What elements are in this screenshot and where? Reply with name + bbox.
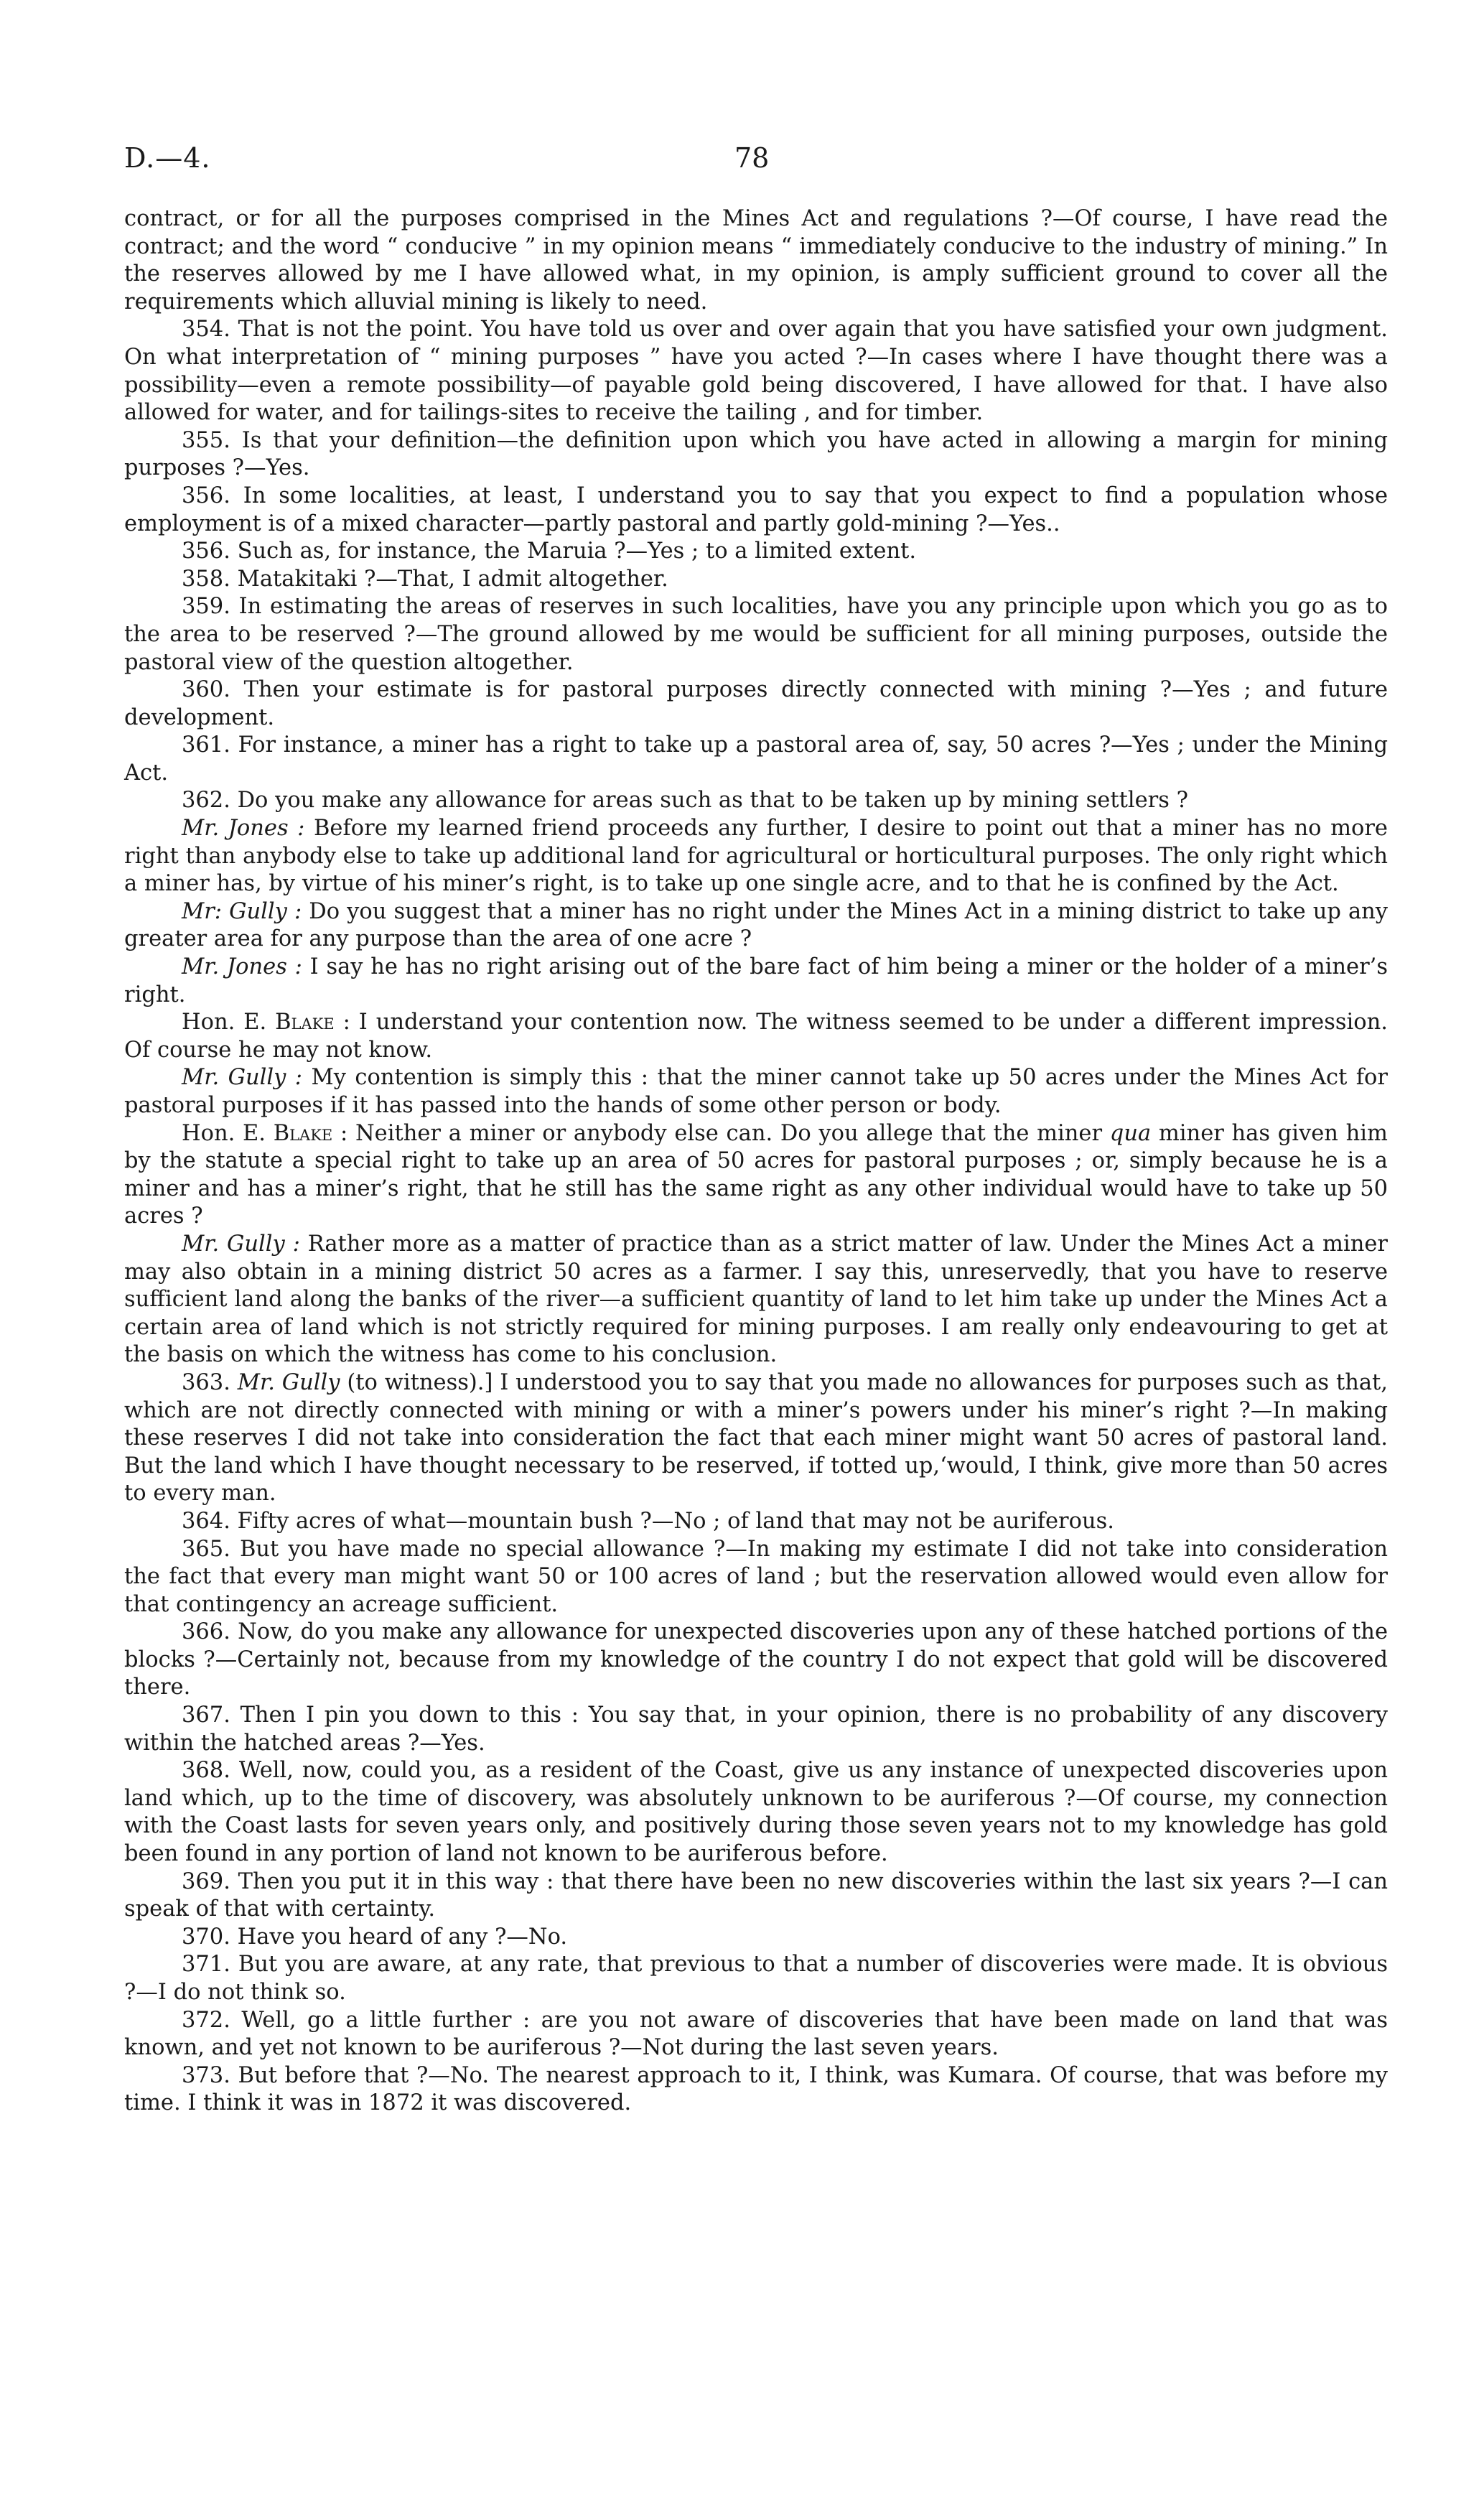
- paragraph: 371. But you are aware, at any rate, that previous to that a number of discoveries were made. It is obvious ?—I do not think so.: [124, 1952, 1388, 2005]
- document-page: [124, 142, 1388, 2118]
- paragraph: 361. For instance, a miner has a right to take up a pastoral area of, say, 50 acres ?—Yes ; under the Mining Act.: [124, 732, 1388, 786]
- speaker-name: Mr. Gully :: [182, 1231, 300, 1257]
- paragraph: 370. Have you heard of any ?—No.: [182, 1924, 568, 1950]
- paragraph: Hon. E. Blake : Neither a miner or anybody else can. Do you allege that the miner qua miner has given him by the statute a special right to take up an area of 50 acres for pastoral purposes ; or, simply because he is a miner and has a miner’s right, that he still has the same right as any other individual would have to take up 50 acres ?: [124, 1120, 1388, 1229]
- paragraph: 365. But you have made no special allowance ?—In making my estimate I did not take into consideration the fact that every man might want 50 or 100 acres of land ; but the reservation allowed would even allow for that contingency an acreage sufficient.: [124, 1536, 1388, 1617]
- paragraph: 358. Matakitaki ?—That, I admit altogether.: [182, 566, 668, 592]
- paragraph: 369. Then you put it in this way : that there have been no new discoveries within the last six years ?—I can speak of that with certainty.: [124, 1868, 1388, 1922]
- paragraph: Mr. Gully : My contention is simply this : that the miner cannot take up 50 acres under the Mines Act for pastoral purposes if it has passed into the hands of some other person or body.: [124, 1065, 1388, 1118]
- paragraph: 368. Well, now, could you, as a resident of the Coast, give us any instance of unexpected discoveries upon land which, up to the time of discovery, was absolutely unknown to be auriferous ?—Of course, my connection with the Coast lasts for seven years only, and positively during those seven years not to my knowledge has gold been found in any portion of land not known to be auriferous before.: [124, 1758, 1388, 1867]
- paragraph: 363. Mr. Gully (to witness).] I understood you to say that you made no allowances for purposes such as that, which are not directly connected with mining or with a miner’s powers under his miner’s right ?—In making these reserves I did not take into consideration the fact that each miner might want 50 acres of pastoral land. But the land which I have thought necessary to be reserved, if totted up,‘would, I think, give more than 50 acres to every man.: [124, 1369, 1388, 1507]
- paragraph: 367. Then I pin you down to this : You say that, in your opinion, there is no probability of any discovery within the hatched areas ?—Yes.: [124, 1703, 1388, 1756]
- paragraph: 355. Is that your definition—the definition upon which you have acted in allowing a margin for mining purposes ?—Yes.: [124, 427, 1388, 481]
- speaker-name: Blake: [273, 1120, 333, 1146]
- paragraph: 356. In some localities, at least, I understand you to say that you expect to find a population whose employment is of a mixed character—partly pastoral and partly gold-mining ?—Yes..: [124, 483, 1388, 536]
- paragraph: 362. Do you make any allowance for areas such as that to be taken up by mining settlers ?: [182, 788, 1188, 814]
- paragraph: 354. That is not the point. You have told us over and over again that you have satisfied your own judgment. On what interpretation of “ mining purposes ” have you acted ?—In cases where I have thought there was a possibility—even a remote possibility—of payable gold being discovered, I have allowed for that. I have also allowed for water, and for tailings-sites to receive the tailing , and for timber.: [124, 317, 1388, 426]
- paragraph: contract, or for all the purposes comprised in the Mines Act and regulations ?—Of course, I have read the contract; and the word “ conducive ” in my opinion means “ immediately conducive to the industry of mining.” In the reserves allowed by me I have allowed what, in my opinion, is amply sufficient ground to cover all the requirements which alluvial mining is likely to need.: [124, 206, 1388, 315]
- paragraph: 373. But before that ?—No. The nearest approach to it, I think, was Kumara. Of course, that was before my time. I think it was in 1872 it was discovered.: [124, 2062, 1388, 2116]
- paragraph: Mr: Gully : Do you suggest that a miner has no right under the Mines Act in a mining district to take up any greater area for any purpose than the area of one acre ?: [124, 898, 1388, 952]
- page-number: 78: [734, 142, 770, 174]
- speaker-name: Mr. Gully :: [182, 1065, 303, 1091]
- speaker-name: Mr. Gully: [237, 1369, 340, 1395]
- speaker-name: Mr. Jones :: [182, 816, 305, 842]
- paragraph: 366. Now, do you make any allowance for unexpected discoveries upon any of these hatched portions of the blocks ?—Certainly not, because from my knowledge of the country I do not expect that gold will be discovered there.: [124, 1619, 1388, 1700]
- speaker-name: Mr: Gully :: [182, 898, 302, 924]
- paragraph: 372. Well, go a little further : are you not aware of discoveries that have been made on land that was known, and yet not known to be auriferous ?—Not during the last seven years.: [124, 2007, 1388, 2061]
- speaker-name: Mr. Jones :: [182, 954, 302, 980]
- emphasis: qua: [1109, 1120, 1152, 1146]
- speaker-name: Blake: [275, 1010, 335, 1035]
- paragraph: 356. Such as, for instance, the Maruia ?—Yes ; to a limited extent.: [182, 539, 917, 564]
- page-header: [124, 142, 1388, 185]
- paragraph: Mr. Jones : Before my learned friend proceeds any further, I desire to point out that a miner has no more right than anybody else to take up additional land for agricultural or horticultural purposes. The only right which a miner has, by virtue of his miner’s right, is to take up one single acre, and to that he is confined by the Act.: [124, 816, 1388, 897]
- paragraph: Hon. E. Blake : I understand your contention now. The witness seemed to be under a different impression. Of course he may not know.: [124, 1010, 1388, 1063]
- transcript-body: [124, 205, 1388, 2118]
- paragraph: 360. Then your estimate is for pastoral purposes directly connected with mining ?—Yes ; and future development.: [124, 677, 1388, 730]
- document-reference: D.—4.: [124, 142, 211, 174]
- paragraph: 359. In estimating the areas of reserves in such localities, have you any principle upon which you go as to the area to be reserved ?—The ground allowed by me would be sufficient for all mining purposes, outside the pastoral view of the question altogether.: [124, 594, 1388, 675]
- paragraph: Mr. Jones : I say he has no right arising out of the bare fact of him being a miner or the holder of a miner’s right.: [124, 954, 1389, 1007]
- paragraph: 364. Fifty acres of what—mountain bush ?—No ; of land that may not be auriferous.: [182, 1508, 1114, 1534]
- paragraph: Mr. Gully : Rather more as a matter of practice than as a strict matter of law. Under the Mines Act a miner may also obtain in a mining district 50 acres as a farmer. I say this, unreservedly, that you have to reserve sufficient land along the banks of the river—a sufficient quantity of land to let him take up under the Mines Act a certain area of land which is not strictly required for mining purposes. I am really only endeavouring to get at the basis on which the witness has come to his conclusion.: [124, 1231, 1388, 1368]
